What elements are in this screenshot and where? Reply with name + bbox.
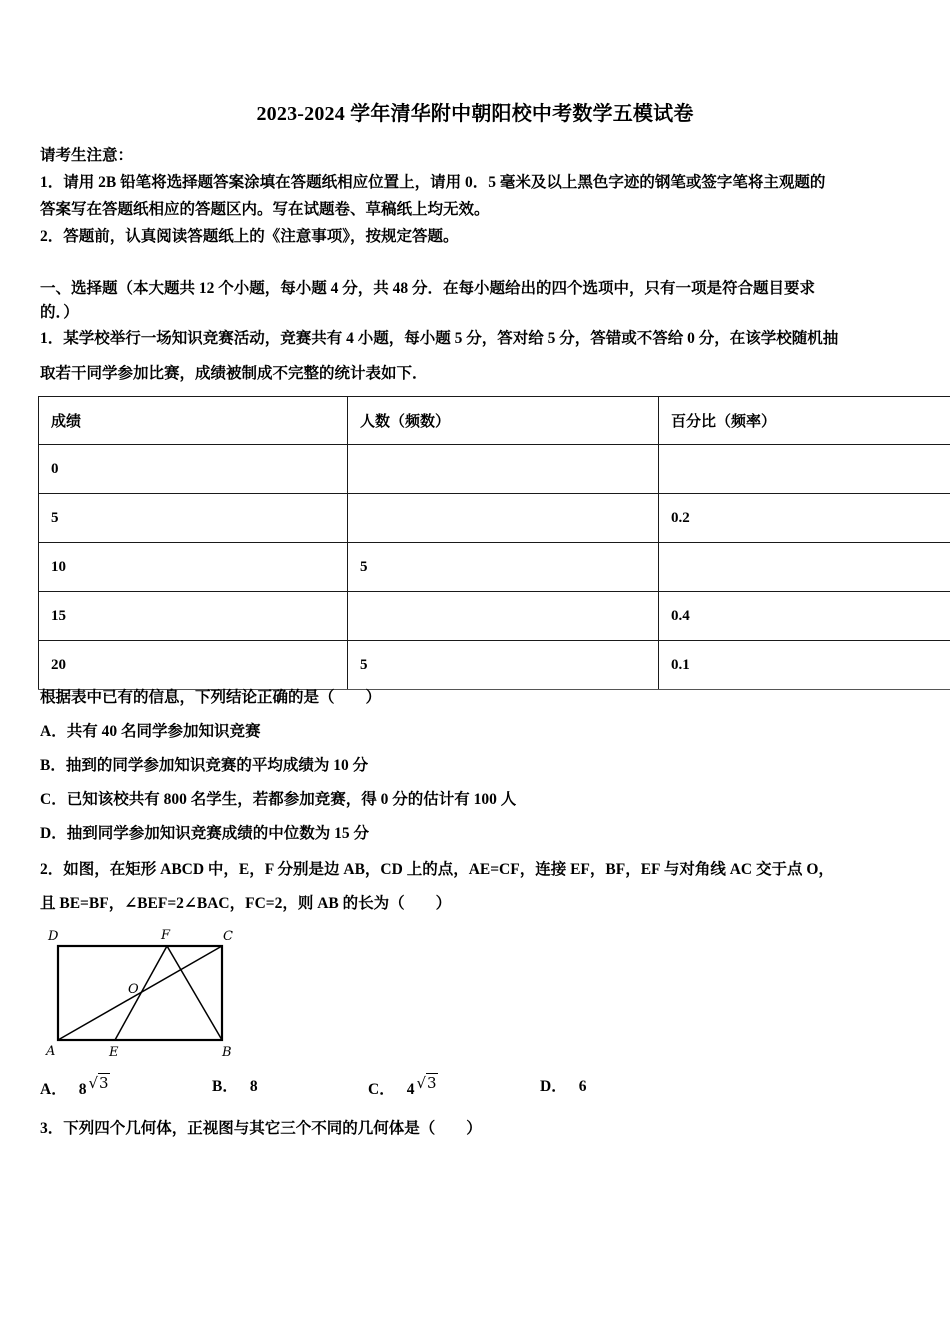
label-d: D — [48, 929, 59, 944]
table-row — [39, 494, 950, 543]
question-1-stem-line-2: 取若干同学参加比赛，成绩被制成不完整的统计表如下． — [40, 365, 428, 382]
question-1-option-c: C．已知该校共有 800 名学生，若都参加竞赛，得 0 分的估计有 100 人 — [40, 791, 517, 808]
question-1-conclusion-prompt: 根据表中已有的信息，下列结论正确的是（ ） — [40, 689, 382, 706]
notice-heading: 请考生注意： — [40, 147, 134, 164]
table-cell-frequency: 5 — [348, 641, 659, 690]
option-d-label: D． — [540, 1078, 567, 1095]
table-cell-percent — [659, 543, 950, 592]
table-row — [39, 592, 950, 641]
question-2-option-c — [368, 1074, 438, 1099]
question-2-options-row — [40, 1066, 640, 1100]
table-cell-percent: 0.4 — [659, 592, 950, 641]
label-c: C — [223, 929, 233, 944]
question-2-stem-line-1: 2．如图，在矩形 ABCD 中，E，F 分别是边 AB，CD 上的点，AE=CF，连接 EF，BF，EF 与对角线 AC 交于点 O， — [40, 861, 834, 878]
table-cell-score: 5 — [39, 494, 348, 543]
table-cell-score: 20 — [39, 641, 348, 690]
table-cell-score: 15 — [39, 592, 348, 641]
section-heading-line-2: 的．） — [40, 304, 79, 321]
question-1-option-a: A．共有 40 名同学参加知识竞赛 — [40, 723, 261, 740]
segment-bf-line — [167, 946, 222, 1040]
table-cell-score: 0 — [39, 445, 348, 494]
table-header-cell: 百分比（频率） — [659, 397, 950, 445]
option-c-value: 4 — [406, 1081, 415, 1098]
option-b-label: B． — [212, 1078, 238, 1095]
page-title: 2023-2024 学年清华附中朝阳校中考数学五模试卷 — [256, 103, 694, 125]
table-cell-frequency — [348, 445, 659, 494]
segment-ef-line — [115, 946, 167, 1040]
option-b-value: 8 — [249, 1078, 258, 1095]
section-heading-line-1: 一、选择题（本大题共 12 个小题，每小题 4 分，共 48 分．在每小题给出的四个选项中，只有一项是符合题目要求 — [40, 280, 816, 297]
geometry-diagram-svg — [40, 922, 260, 1062]
option-d-value: 6 — [578, 1078, 587, 1095]
question-1-option-d: D．抽到同学参加知识竞赛成绩的中位数为 15 分 — [40, 825, 369, 842]
option-a-radical: √3 — [88, 1074, 109, 1092]
diagonal-ac-line — [58, 946, 222, 1040]
question-2-option-b — [212, 1074, 258, 1096]
question-2-option-d — [540, 1074, 586, 1096]
notice-item-1-line-2: 答案写在答题纸相应的答题区内。写在试题卷、草稿纸上均无效。 — [40, 201, 490, 218]
option-a-label: A． — [40, 1081, 67, 1098]
table-header-cell: 成绩 — [39, 397, 348, 445]
option-c-radical: √3 — [416, 1074, 437, 1092]
table-row — [39, 641, 950, 690]
question-2-option-a — [40, 1074, 110, 1099]
table-cell-percent: 0.2 — [659, 494, 950, 543]
table-cell-score: 10 — [39, 543, 348, 592]
label-e: E — [109, 1045, 119, 1060]
label-a: A — [46, 1044, 56, 1059]
question-1-stem-line-1: 1．某学校举行一场知识竞赛活动，竞赛共有 4 小题，每小题 5 分，答对给 5 分，答错或不答给 0 分，在该学校随机抽 — [40, 330, 839, 347]
table-cell-percent — [659, 445, 950, 494]
question-2-stem-line-2: 且 BE=BF，∠BEF=2∠BAC，FC=2，则 AB 的长为（ ） — [40, 895, 452, 912]
statistics-table — [38, 396, 950, 690]
option-a-radicand: 3 — [99, 1074, 109, 1092]
notice-item-2: 2．答题前，认真阅读答题纸上的《注意事项》，按规定答题。 — [40, 228, 459, 245]
question-1-option-b: B．抽到的同学参加知识竞赛的平均成绩为 10 分 — [40, 757, 369, 774]
table-cell-frequency — [348, 494, 659, 543]
option-c-radicand: 3 — [427, 1074, 437, 1092]
label-o: O — [128, 982, 139, 997]
table-header-row — [39, 397, 950, 445]
label-f: F — [161, 928, 171, 943]
table-row — [39, 543, 950, 592]
table-header-cell: 人数（频数） — [348, 397, 659, 445]
label-b: B — [222, 1045, 232, 1060]
question-3-stem: 3．下列四个几何体，正视图与其它三个不同的几何体是（ ） — [40, 1120, 482, 1137]
notice-item-1-line-1: 1．请用 2B 铅笔将选择题答案涂填在答题纸相应位置上，请用 0．5 毫米及以上黑色字迹的钢笔或签字笔将主观题的 — [40, 174, 826, 191]
rectangle-abcd-figure — [40, 922, 260, 1062]
option-c-label: C． — [368, 1081, 395, 1098]
table-cell-frequency: 5 — [348, 543, 659, 592]
table-cell-percent: 0.1 — [659, 641, 950, 690]
table-row — [39, 445, 950, 494]
option-a-value: 8 — [78, 1081, 87, 1098]
table-cell-frequency — [348, 592, 659, 641]
